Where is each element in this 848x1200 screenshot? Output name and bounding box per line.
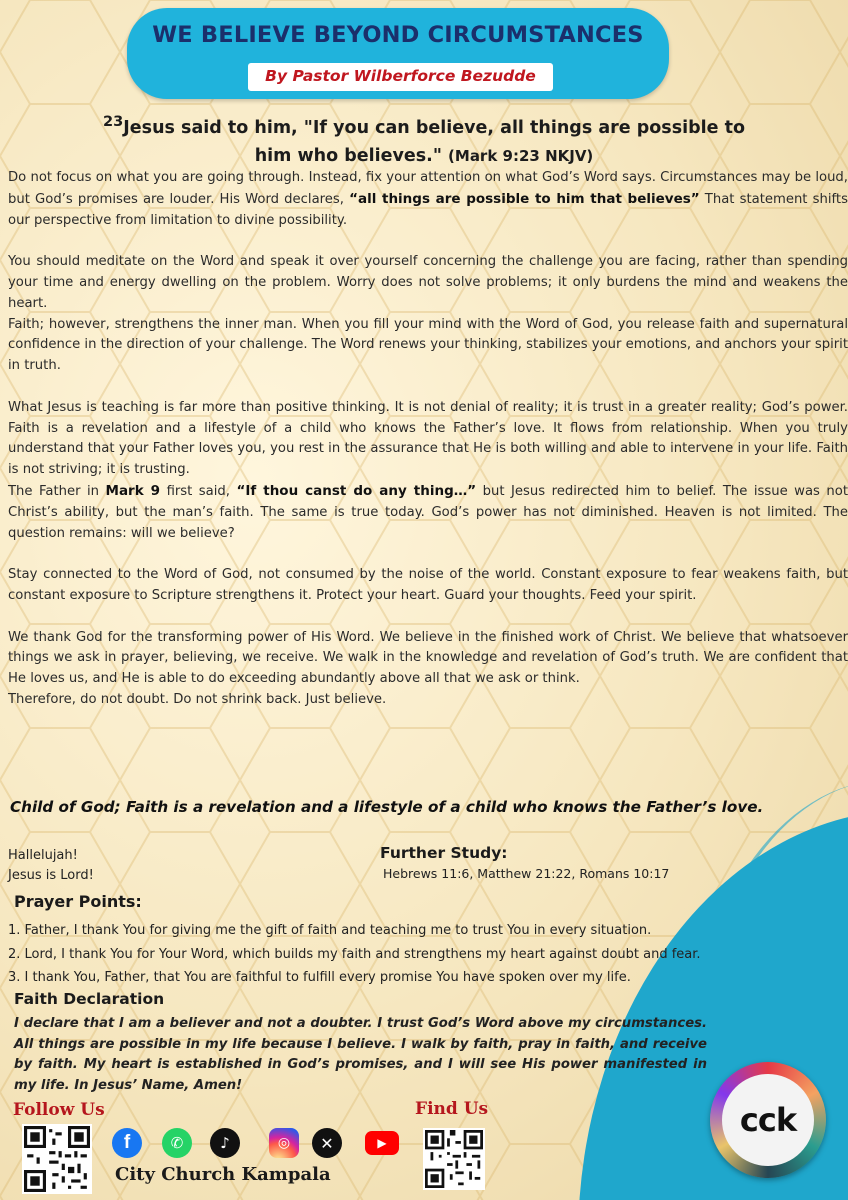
highlight-statement: Child of God; Faith is a revelation and a lifestyle of a child who knows the Father’s love.	[10, 798, 764, 816]
paragraph-5	[8, 481, 848, 544]
follow-qr-code[interactable]	[22, 1124, 92, 1194]
instagram-icon[interactable]: ◎	[269, 1128, 299, 1158]
verse-line-2: him who believes."	[254, 145, 442, 166]
paragraph-2: You should meditate on the Word and speak it over yourself concerning the challenge you are facing, rather than spending your time and energy dwelling on the problem. Worry does not solve problems; it only burdens the mind and weakens the heart.	[8, 254, 848, 311]
devotional-body	[8, 168, 848, 711]
whatsapp-icon[interactable]: ✆	[162, 1128, 192, 1158]
social-links	[112, 1128, 402, 1160]
paragraph-5-text-b: first said,	[166, 483, 230, 499]
page-title: WE BELIEVE BEYOND CIRCUMSTANCES	[152, 22, 644, 48]
paragraph-1-text-b: That statement shifts our perspective from limitation to divine possibility.	[8, 191, 848, 228]
closing-hallelujah: Hallelujah!	[8, 848, 78, 863]
paragraph-5-emphasis: “If thou canst do any thing…”	[236, 482, 477, 499]
paragraph-7: We thank God for the transforming power of His Word. We believe in the finished work of Christ. We believe that whatsoever things we ask in prayer, believing, we receive. We walk in the knowledge and revelation of God’s truth. We are confident that He loves us, and He is able to do exceeding abundantly above all that we ask or think.	[8, 629, 848, 687]
prayer-points-list	[8, 919, 838, 990]
faith-declaration-title: Faith Declaration	[14, 990, 165, 1008]
cck-logo	[722, 1074, 814, 1166]
paragraph-3: Faith; however, strengthens the inner man. When you fill your mind with the Word of God, you release faith and supernatural confidence in the direction of your challenge. The Word renews your thinking, stabilizes your emotions, and anchors your spirit in truth.	[8, 316, 848, 374]
prayer-points-title: Prayer Points:	[14, 892, 142, 911]
paragraph-6: Stay connected to the Word of God, not consumed by the noise of the world. Constant exposure to fear weakens faith, but constant exposure to Scripture strengthens it. Protect your heart. Guard your thoughts. Feed your spirit.	[8, 567, 848, 603]
church-name: City Church Kampala	[115, 1164, 331, 1185]
find-us-label: Find Us	[415, 1099, 489, 1119]
faith-declaration-text: I declare that I am a believer and not a doubter. I trust God’s Word above my circumstances. All things are possible in my life because I believe. I walk by faith, pray in faith, and receive by faith. My heart is established in God’s promises, and I will see His power manifested in my life. In Jesus’ Name, Amen!	[14, 1016, 707, 1093]
closing-jesus-is-lord: Jesus is Lord!	[8, 868, 94, 883]
follow-us-label: Follow Us	[13, 1100, 105, 1120]
paragraph-5-reference: Mark 9	[105, 482, 161, 499]
prayer-point: 3. I thank You, Father, that You are faithful to fulfill every promise You have spoken over my life.	[8, 970, 631, 985]
paragraph-5-text-c: but Jesus redirected him to belief. The issue was not Christ’s ability, but the man’s faith. The same is true today. God’s power has not diminished. Heaven is not limited. The question remains: will we believe?	[8, 483, 848, 541]
x-icon[interactable]: ✕	[312, 1128, 342, 1158]
further-study-title: Further Study:	[380, 844, 508, 862]
further-study-refs: Hebrews 11:6, Matthew 21:22, Romans 10:17	[383, 866, 670, 881]
key-verse	[60, 108, 788, 170]
find-qr-code[interactable]	[423, 1128, 485, 1190]
paragraph-5-text-a: The Father in	[8, 483, 100, 499]
prayer-point: 2. Lord, I thank You for Your Word, which builds my faith and strengthens my heart against doubt and fear.	[8, 946, 701, 962]
paragraph-8: Therefore, do not doubt. Do not shrink back. Just believe.	[8, 691, 387, 707]
tiktok-icon[interactable]: ♪	[210, 1128, 240, 1158]
youtube-icon[interactable]: ▶	[365, 1131, 399, 1155]
verse-line-1: Jesus said to him, "If you can believe, all things are possible to	[123, 117, 746, 138]
verse-reference: (Mark 9:23 NKJV)	[448, 146, 594, 165]
cck-logo-text: cck	[739, 1101, 797, 1139]
paragraph-1-emphasis: “all things are possible to him that believes”	[349, 190, 700, 207]
paragraph-1-text-a: Do not focus on what you are going through. Instead, fix your attention on what God’s Word says. Circumstances may be loud, but God’s promises are louder. His Word declares,	[8, 170, 848, 207]
verse-number: 23	[102, 113, 124, 130]
prayer-point: 1. Father, I thank You for giving me the gift of faith and teaching me to trust You in every situation.	[8, 923, 652, 938]
author-byline: By Pastor Wilberforce Bezudde	[265, 67, 536, 85]
facebook-icon[interactable]: f	[112, 1128, 142, 1158]
paragraph-4: What Jesus is teaching is far more than positive thinking. It is not denial of reality; it is trust in a greater reality; God’s power. Faith is a revelation and a lifestyle of a child who knows the Father’s love. It flows from relationship. When you truly understand that your Father loves you, you rest in the assurance that He is both willing and able to intervene in your life. Faith is not striving; it is trusting.	[8, 399, 848, 478]
paragraph-1	[8, 168, 848, 231]
